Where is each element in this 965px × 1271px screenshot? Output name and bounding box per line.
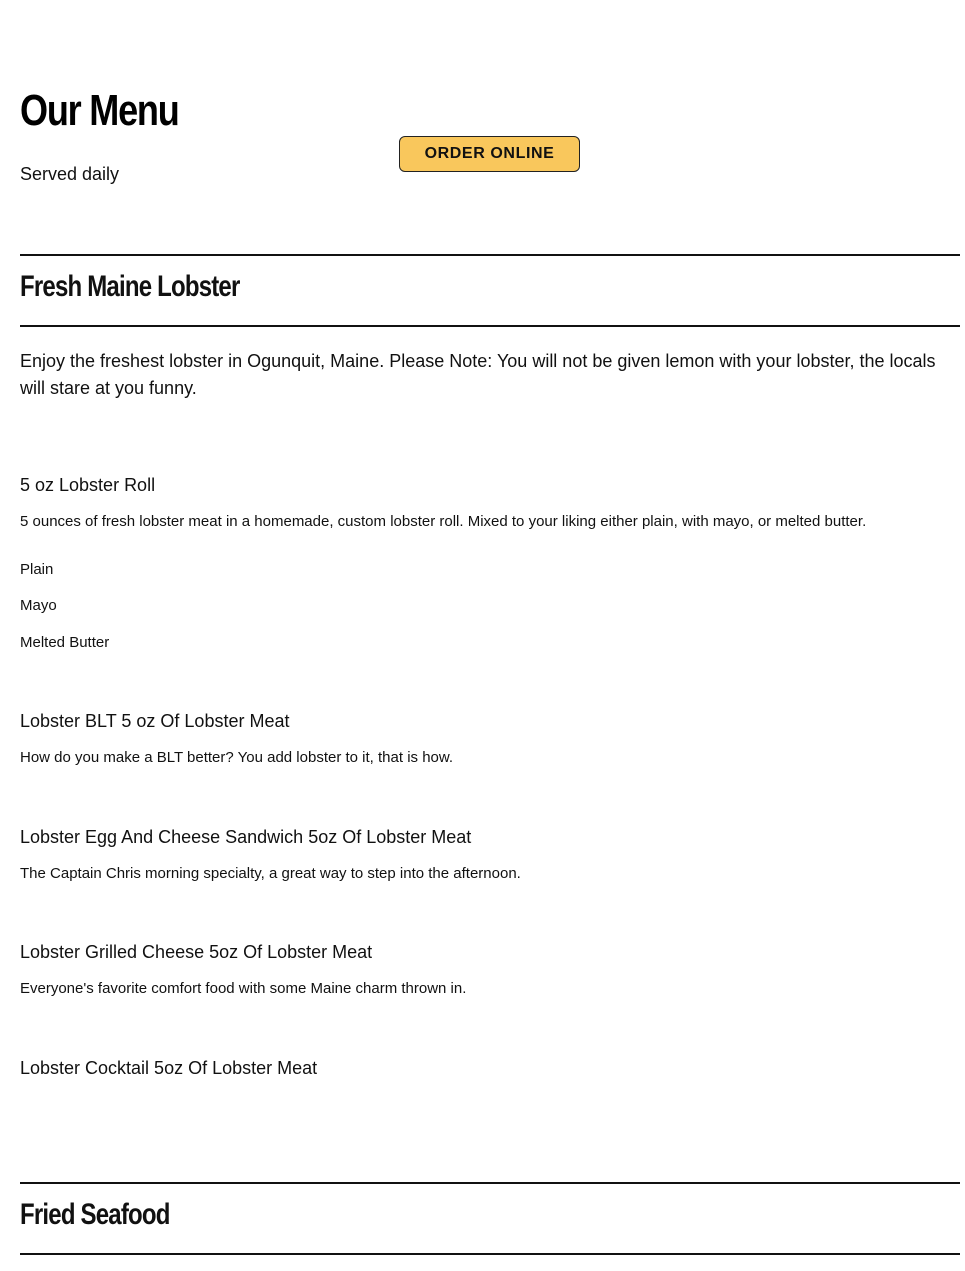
page-title: Our Menu	[20, 86, 179, 135]
menu-item-description: The Captain Chris morning specialty, a great way to step into the afternoon.	[20, 865, 521, 882]
menu-item-name: Lobster Cocktail 5oz Of Lobster Meat	[20, 1058, 318, 1078]
section-divider-bottom	[20, 325, 960, 327]
menu-item-name: Lobster BLT 5 oz Of Lobster Meat	[20, 711, 290, 731]
section-divider-top	[20, 254, 960, 256]
section-divider-top	[20, 1182, 960, 1184]
menu-item-description: How do you make a BLT better? You add lobster to it, that is how.	[20, 749, 454, 766]
section-title-fresh-maine-lobster: Fresh Maine Lobster	[20, 270, 240, 303]
menu-item-name: Lobster Grilled Cheese 5oz Of Lobster Meat	[20, 942, 373, 962]
menu-item-description: Everyone's favorite comfort food with some Maine charm thrown in.	[20, 980, 467, 997]
section-description: Enjoy the freshest lobster in Ogunquit, Maine. Please Note: You will not be given lemon with your lobster, the locals will stare at you funny.	[20, 351, 936, 398]
menu-item-option-mayo: Mayo	[20, 597, 57, 614]
menu-item-option-melted-butter: Melted Butter	[20, 634, 110, 651]
page-subtitle: Served daily	[20, 164, 120, 184]
menu-item-name: 5 oz Lobster Roll	[20, 475, 156, 495]
section-divider-bottom	[20, 1253, 960, 1255]
order-online-button[interactable]: ORDER ONLINE	[399, 136, 580, 172]
menu-item-option-plain: Plain	[20, 561, 54, 578]
menu-item-name: Lobster Egg And Cheese Sandwich 5oz Of Lobster Meat	[20, 827, 472, 847]
section-title-fried-seafood: Fried Seafood	[20, 1198, 170, 1231]
menu-item-description: 5 ounces of fresh lobster meat in a homemade, custom lobster roll. Mixed to your liking either plain, with mayo, or melted butter.	[20, 513, 867, 530]
